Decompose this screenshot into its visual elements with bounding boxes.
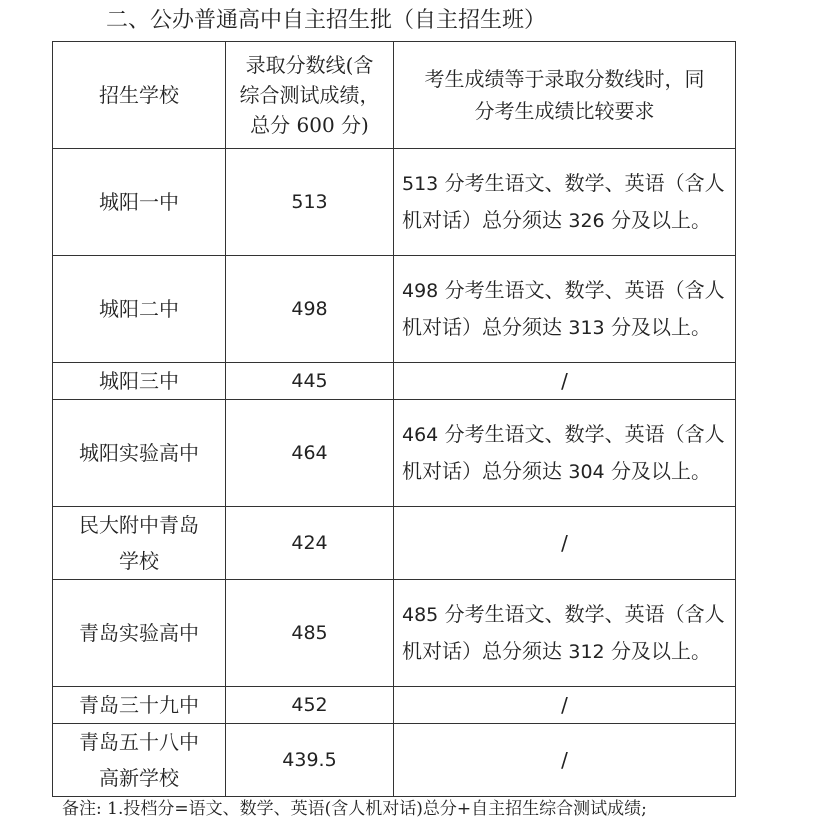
cutoff-score: 452 — [226, 687, 394, 724]
tiebreak-requirement — [394, 256, 736, 363]
cutoff-score: 439.5 — [226, 724, 394, 797]
table-row — [53, 507, 736, 580]
school-name-line: 民大附中青岛 — [79, 513, 199, 537]
req-text: 分考生语文、数学、英语（含人机对话）总分须达 — [402, 602, 725, 663]
req-suffix: 分及以上。 — [610, 208, 711, 232]
cutoff-score: 445 — [226, 363, 394, 400]
header-tiebreak-line: 考生成绩等于录取分数线时，同 — [424, 67, 705, 91]
no-requirement: / — [394, 507, 736, 580]
req-text: 分考生语文、数学、英语（含人机对话）总分须达 — [402, 278, 725, 339]
cutoff-score: 485 — [226, 580, 394, 687]
req-score: 498 — [402, 280, 439, 302]
school-name — [53, 580, 226, 687]
table-header-row — [53, 42, 736, 149]
req-score: 513 — [402, 173, 439, 195]
school-name-line: 高新学校 — [99, 766, 179, 790]
school-name — [53, 363, 226, 400]
cutoff-score: 513 — [226, 149, 394, 256]
table-row — [53, 149, 736, 256]
req-suffix: 分及以上。 — [610, 315, 711, 339]
req-text: 分考生语文、数学、英语（含人机对话）总分须达 — [402, 422, 725, 483]
header-tiebreak — [394, 42, 736, 149]
req-threshold: 312 — [568, 641, 605, 663]
school-name-line: 城阳一中 — [99, 190, 179, 214]
school-name-line: 学校 — [119, 549, 159, 573]
school-name — [53, 507, 226, 580]
section-heading: 二、公办普通高中自主招生批（自主招生班） — [106, 8, 547, 33]
school-name — [53, 256, 226, 363]
req-text: 分考生语文、数学、英语（含人机对话）总分须达 — [402, 171, 725, 232]
school-name-line: 城阳二中 — [99, 297, 179, 321]
req-threshold: 313 — [568, 317, 605, 339]
tiebreak-requirement — [394, 580, 736, 687]
school-name — [53, 687, 226, 724]
school-name-line: 青岛五十八中 — [79, 730, 199, 754]
cutoff-score: 464 — [226, 400, 394, 507]
table-row — [53, 363, 736, 400]
no-requirement: / — [394, 724, 736, 797]
req-threshold: 326 — [568, 210, 605, 232]
req-score: 464 — [402, 424, 439, 446]
admission-table — [52, 41, 736, 797]
req-suffix: 分及以上。 — [610, 639, 711, 663]
header-school: 招生学校 — [53, 42, 226, 149]
cutoff-score: 424 — [226, 507, 394, 580]
req-score: 485 — [402, 604, 439, 626]
tiebreak-requirement — [394, 149, 736, 256]
table-row — [53, 724, 736, 797]
school-name-line: 城阳实验高中 — [79, 441, 199, 465]
no-requirement: / — [394, 363, 736, 400]
header-cutoff-line: 综合测试成绩， — [239, 83, 380, 107]
table-row — [53, 256, 736, 363]
tiebreak-requirement — [394, 400, 736, 507]
req-suffix: 分及以上。 — [610, 459, 711, 483]
school-name-line: 青岛三十九中 — [79, 693, 199, 717]
no-requirement: / — [394, 687, 736, 724]
req-threshold: 304 — [568, 461, 605, 483]
header-tiebreak-line: 分考生成绩比较要求 — [474, 99, 655, 123]
footnote: 备注: 1.投档分=语文、数学、英语(含人机对话)总分+自主招生综合测试成绩; — [62, 799, 647, 819]
school-name — [53, 400, 226, 507]
school-name — [53, 149, 226, 256]
table-row — [53, 687, 736, 724]
school-name-line: 城阳三中 — [99, 369, 179, 393]
school-name-line: 青岛实验高中 — [79, 621, 199, 645]
school-name — [53, 724, 226, 797]
table-row — [53, 400, 736, 507]
header-cutoff — [226, 42, 394, 149]
header-cutoff-line: 录取分数线(含 — [245, 53, 374, 77]
cutoff-score: 498 — [226, 256, 394, 363]
header-cutoff-line: 总分 600 分) — [250, 113, 369, 137]
table-row — [53, 580, 736, 687]
